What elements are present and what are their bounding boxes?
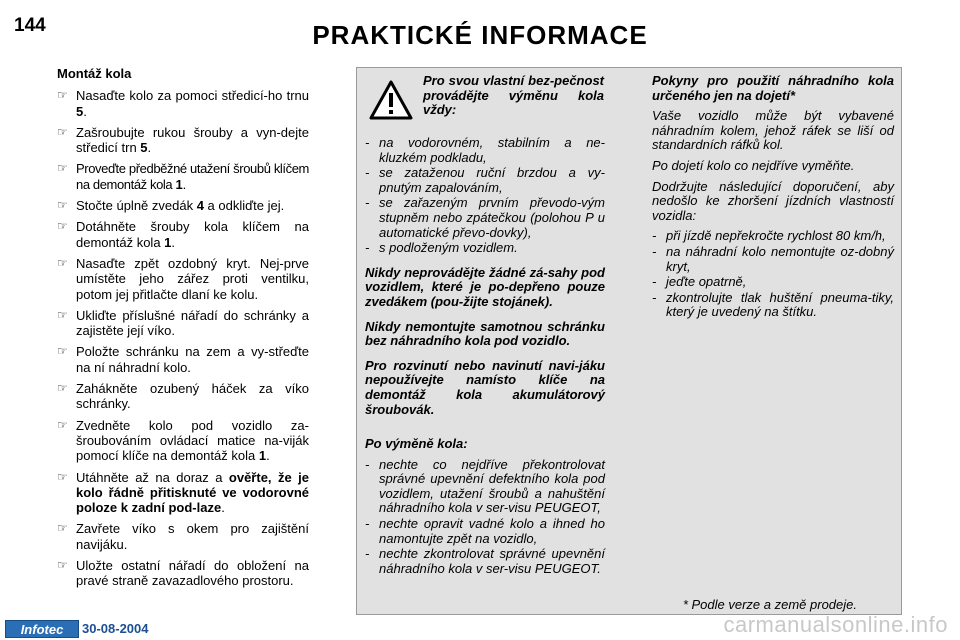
- spare-item: [652, 229, 894, 244]
- step-text: Nasaďte kolo za pomoci středicí-ho trnu: [76, 88, 309, 104]
- step-item: [57, 198, 309, 213]
- hand-pointer-icon: ☞: [57, 469, 68, 484]
- condition-item: [365, 241, 605, 256]
- step-text: Zvedněte kolo pod vozidlo za-šroubováním ovládací matice na-viják pomocí klíče na demontáž kola: [76, 417, 309, 464]
- step-suffix: .: [147, 140, 152, 156]
- info-box: [356, 67, 902, 615]
- after-item-text: nechte opravit vadné kolo a ihned ho namontujte zpět na vozidlo,: [379, 516, 605, 546]
- step-suffix: .: [266, 448, 270, 464]
- dash-mark: -: [365, 546, 370, 562]
- dash-mark: -: [365, 240, 370, 256]
- steps-list: [57, 88, 309, 588]
- hand-pointer-icon: ☞: [57, 124, 68, 139]
- step-suffix: .: [221, 500, 225, 516]
- step-suffix: .: [171, 234, 176, 250]
- section-heading: Montáž kola: [57, 66, 132, 81]
- condition-item-text: se zataženou ruční brzdou a vy-pnutým zapalováním,: [379, 165, 605, 195]
- hand-pointer-icon: ☞: [57, 198, 68, 213]
- step-text: Stočte úplně zvedák: [76, 198, 197, 214]
- brand-logo: Infotec: [5, 620, 79, 638]
- footnote: * Podle verze a země prodeje.: [682, 597, 857, 612]
- page-title: PRAKTICKÉ INFORMACE: [312, 20, 648, 50]
- spare-item-text: jeďte opatrně,: [666, 274, 747, 290]
- dash-mark: -: [652, 243, 657, 259]
- warning-heading: Pro svou vlastní bez-pečnost provádějte výměnu kola vždy:: [423, 73, 604, 118]
- step-suffix: .: [83, 103, 87, 119]
- spare-item: [652, 275, 894, 290]
- hand-pointer-icon: ☞: [57, 255, 68, 270]
- step-item: [57, 418, 309, 464]
- print-date: 30-08-2004: [82, 621, 149, 636]
- hand-pointer-icon: ☞: [57, 417, 68, 432]
- spare-list: [652, 229, 894, 320]
- step-suffix: a odkliďte jej.: [203, 198, 285, 214]
- hand-pointer-icon: ☞: [57, 521, 68, 536]
- hand-pointer-icon: ☞: [57, 381, 68, 396]
- page-number: 144: [14, 15, 46, 36]
- step-item: [57, 558, 309, 589]
- hand-pointer-icon: ☞: [57, 88, 68, 103]
- spare-item-text: na náhradní kolo nemontujte oz-dobný kryt,: [666, 243, 894, 274]
- warning-paragraph: Nikdy nemontujte samotnou schránku bez náhradního kola pod vozidlo.: [365, 318, 605, 349]
- step-item: [57, 125, 309, 156]
- step-item: [57, 219, 309, 250]
- after-item-text: nechte co nejdříve překontrolovat správné upevnění defektního kola pod vozidlem, utažení šroubů a nahuštění náhradního kola v ser-visu PEUGEOT,: [379, 456, 605, 516]
- dash-mark: -: [652, 228, 657, 244]
- spare-item: [652, 245, 894, 274]
- condition-item: [365, 136, 605, 165]
- condition-item-text: s podloženým vozidlem.: [379, 240, 518, 256]
- step-text: Zavřete víko s okem pro zajištění navijáku.: [76, 521, 309, 552]
- after-item: [365, 458, 605, 516]
- spare-paragraph: Vaše vozidlo může být vybavené náhradním kolem, jehož ráfek se liší od standardních ráfků kol.: [652, 108, 894, 153]
- condition-item: [365, 166, 605, 195]
- dash-mark: -: [365, 135, 370, 150]
- spare-column: [652, 74, 894, 330]
- conditions-list: [365, 136, 605, 256]
- step-item: [57, 521, 309, 552]
- spare-item-text: při jízdě nepřekročte rychlost 80 km/h,: [666, 228, 886, 244]
- after-list: [365, 458, 605, 577]
- dash-mark: -: [652, 289, 657, 305]
- dash-mark: -: [365, 456, 370, 472]
- step-suffix: .: [182, 176, 187, 192]
- dash-mark: -: [365, 165, 370, 181]
- spare-paragraphs: [652, 109, 894, 223]
- step-text: Nasaďte zpět ozdobný kryt. Nej-prve umístěte jeho zářez proti ventilku, potom jej přitlačte dlaní ke kolu.: [76, 255, 309, 302]
- safety-column: [365, 74, 605, 586]
- after-item-text: nechte zkontrolovat správné upevnění náhradního kola v ser-visu PEUGEOT.: [379, 546, 605, 576]
- hand-pointer-icon: ☞: [57, 219, 68, 234]
- hand-pointer-icon: ☞: [57, 344, 68, 359]
- warning-paragraph: Pro rozvinutí nebo navinutí navi-jáku nepoužívejte namísto klíče na demontáž kola akumulátorový šroubovák.: [365, 357, 605, 417]
- step-text: Zahákněte ozubený háček za víko schránky.: [76, 381, 309, 412]
- after-heading: Po výměně kola:: [365, 436, 468, 452]
- hand-pointer-icon: ☞: [57, 558, 68, 573]
- spare-heading: Pokyny pro použití náhradního kola určeného jen na dojetí*: [652, 73, 894, 103]
- dash-mark: -: [365, 195, 370, 211]
- warnings-group: [365, 266, 605, 417]
- hand-pointer-icon: ☞: [57, 307, 68, 322]
- step-text: Položte schránku na zem a vy-střeďte na ní náhradní kolo.: [76, 344, 309, 375]
- spare-paragraph: Po dojetí kolo co nejdříve vyměňte.: [652, 157, 855, 173]
- dash-mark: -: [365, 516, 370, 532]
- step-emphasis: 5: [76, 103, 84, 119]
- left-column: [57, 66, 309, 595]
- step-text: Uložte ostatní nářadí do obložení na pravé straně zavazadlového prostoru.: [76, 558, 309, 589]
- step-item: [57, 256, 309, 302]
- step-emphasis: 4: [196, 198, 204, 214]
- hand-pointer-icon: ☞: [57, 161, 68, 176]
- spare-item: [652, 291, 894, 320]
- step-emphasis: 1: [164, 234, 172, 250]
- spare-item-text: zkontrolujte tlak huštění pneuma-tiky, který je uvedený na štítku.: [666, 289, 894, 320]
- step-item: [57, 381, 309, 412]
- watermark: carmanualsonline.info: [723, 612, 948, 637]
- after-item: [365, 547, 605, 576]
- step-text: Utáhněte až na doraz a: [76, 469, 229, 485]
- step-item: [57, 88, 309, 119]
- step-emphasis: 1: [258, 448, 267, 464]
- step-item: [57, 308, 309, 339]
- step-emphasis: 1: [175, 176, 183, 192]
- step-text: Dotáhněte šrouby kola klíčem na demontáž kola: [76, 219, 309, 250]
- warning-header: [365, 74, 605, 136]
- step-emphasis: ověřte, že je kolo řádně přitisknuté ve vodorovné poloze k zadní pod-laze: [76, 469, 309, 516]
- step-item: [57, 470, 309, 516]
- warning-paragraph: Nikdy neprovádějte žádné zá-sahy pod vozidlem, které je po-depřeno pouze zvedákem (pou-žijte stojánek).: [365, 264, 605, 309]
- step-text: Zašroubujte rukou šrouby a vyn-dejte středicí trn: [76, 124, 309, 156]
- step-item: [57, 161, 309, 192]
- spare-paragraph: Dodržujte následující doporučení, aby nedošlo ke zhoršení jízdních vlastností vozidla:: [652, 178, 894, 223]
- dash-mark: -: [652, 274, 657, 290]
- condition-item-text: se zařazeným prvním převodo-vým stupněm nebo zpátečkou (polohou P u automatické převo-dovky),: [379, 195, 605, 240]
- after-item: [365, 517, 605, 546]
- condition-item-text: na vodorovném, stabilním a ne-kluzkém podkladu,: [379, 135, 605, 165]
- step-item: [57, 344, 309, 375]
- step-text: Proveďte předběžné utažení šroubů klíčem na demontáž kola: [76, 161, 309, 192]
- step-emphasis: 5: [140, 140, 148, 156]
- step-text: Ukliďte příslušné nářadí do schránky a zajistěte její víko.: [76, 307, 309, 339]
- warning-triangle-icon: [369, 80, 413, 120]
- condition-item: [365, 196, 605, 240]
